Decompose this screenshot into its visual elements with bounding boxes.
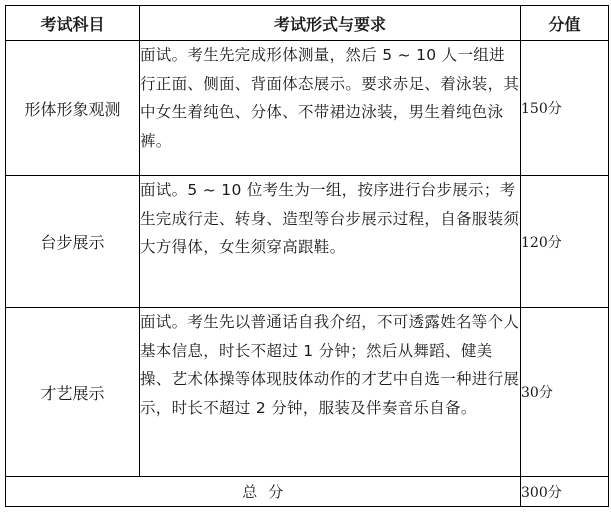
row-subject: 台步展示 (6, 176, 140, 308)
row-score: 150分 (521, 41, 609, 176)
table-row (6, 176, 609, 308)
exam-requirements-table (5, 5, 609, 507)
row-requirement: 面试。考生先以普通话自我介绍，不可透露姓名等个人基本信息，时长不超过 1 分钟；然后从舞蹈、健美操、艺术体操等体现肢体动作的才艺中自选一种进行展示，时长不超过 2 分钟，服装及伴奏音乐自备。 (140, 308, 521, 477)
table-header-row (6, 6, 609, 41)
total-score: 300分 (521, 477, 609, 507)
row-subject: 形体形象观测 (6, 41, 140, 176)
row-score: 30分 (521, 308, 609, 477)
row-requirement: 面试。5 ~ 10 位考生为一组，按序进行台步展示；考生完成行走、转身、造型等台步展示过程，自备服装须大方得体，女生须穿高跟鞋。 (140, 176, 521, 308)
table-total-row (6, 477, 609, 507)
table-row (6, 41, 609, 176)
row-score: 120分 (521, 176, 609, 308)
row-requirement: 面试。考生先完成形体测量，然后 5 ~ 10 人一组进行正面、侧面、背面体态展示。要求赤足、着泳装，其中女生着纯色、分体、不带裙边泳装，男生着纯色泳裤。 (140, 41, 521, 176)
header-subject: 考试科目 (6, 6, 140, 41)
table-row (6, 308, 609, 477)
row-subject: 才艺展示 (6, 308, 140, 477)
header-score: 分值 (521, 6, 609, 41)
header-requirement: 考试形式与要求 (140, 6, 521, 41)
total-label: 总 分 (6, 477, 521, 507)
